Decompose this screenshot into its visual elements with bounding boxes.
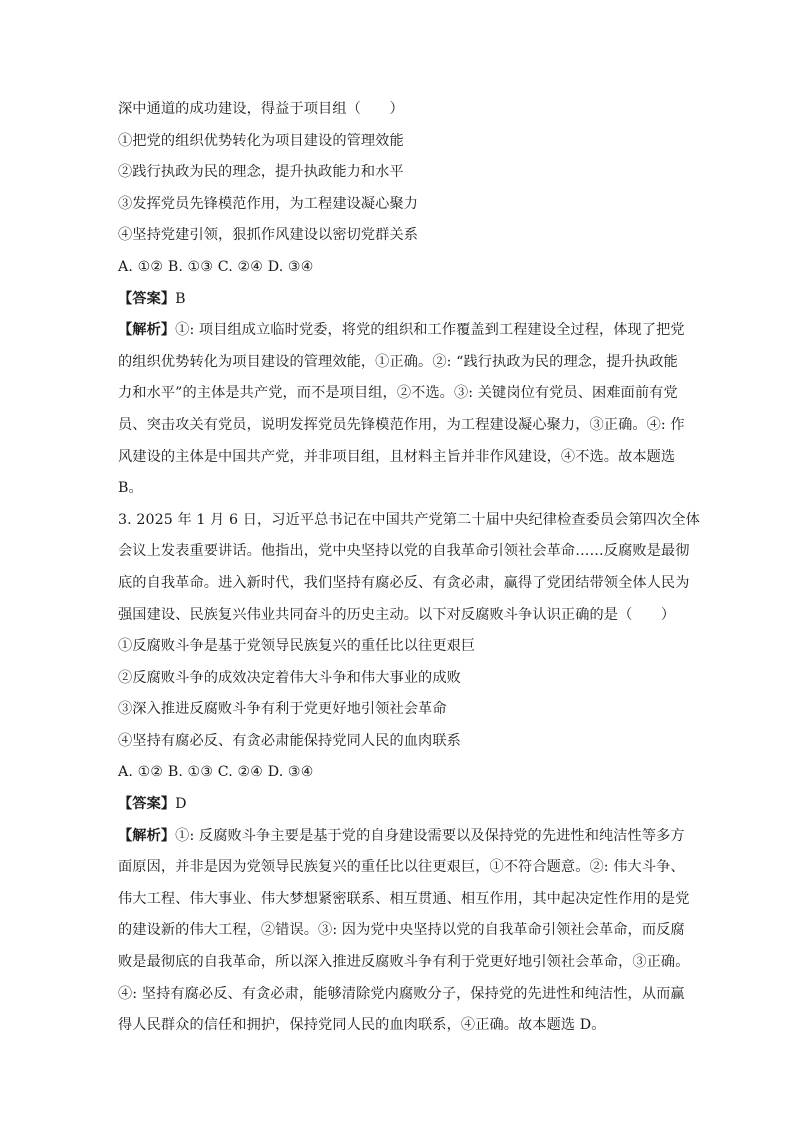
q3-analysis-line-5: 败是最彻底的自我革命，所以深入推进反腐败斗争有利于党更好地引领社会革命，③正确。 [118,954,690,971]
q2-analysis-line-3: 力和水平”的主体是共产党，而不是项目组，②不选。③: 关键岗位有党员、困难面前有党 [118,385,678,402]
q2-analysis-line-5: 风建设的主体是中国共产党，并非项目组，且材料主旨并非作风建设，④不选。故本题选 [118,448,676,465]
q3-analysis-line-6: ④: 坚持有腐必反、有贪必肃，能够清除党内腐败分子，保持党的先进性和纯洁性，从而赢 [118,985,685,1002]
q3-analysis-line-2: 面原因，并非是因为党领导民族复兴的重任比以往更艰巨，①不符合题意。②: 伟大斗争、 [118,859,685,876]
q2-option-1: ①把党的组织优势转化为项目建设的管理效能 [118,132,404,149]
q2-analysis-label: 【解析】 [118,322,176,339]
q3-option-3: ③深入推进反腐败斗争有利于党更好地引领社会革命 [118,701,447,718]
q3-stem-line-4: 强国建设、民族复兴伟业共同奋斗的历史主动。以下对反腐败斗争认识正确的是（ ） [118,606,676,623]
q3-option-2: ②反腐败斗争的成效决定着伟大斗争和伟大事业的成败 [118,669,461,686]
q2-option-2: ②践行执政为民的理念，提升执政能力和水平 [118,164,404,181]
q3-analysis-line-7: 得人民群众的信任和拥护，保持党同人民的血肉联系，④正确。故本题选 D。 [118,1017,606,1034]
q3-analysis-line-1 [118,827,685,844]
q2-analysis-text-1: ①: 项目组成立临时党委，将党的组织和工作覆盖到工程建设全过程，体现了把党 [175,322,685,339]
q3-answer-value: D [175,796,187,813]
q3-analysis-text-1: ①: 反腐败斗争主要是基于党的自身建设需要以及保持党的先进性和纯洁性等多方 [175,827,685,844]
document-page [118,101,700,1049]
q3-answer [118,796,678,812]
q2-analysis-line-1 [118,322,685,339]
q2-option-4: ④坚持党建引领，狠抓作风建设以密切党群关系 [118,227,419,244]
q3-analysis-label: 【解析】 [118,827,176,844]
q3-option-1: ①反腐败斗争是基于党领导民族复兴的重任比以往更艰巨 [118,638,476,655]
q3-stem-line-3: 底的自我革命。进入新时代，我们坚持有腐必反、有贪必肃，赢得了党团结带领全体人民为 [118,574,690,591]
q2-analysis-line-6: B。 [118,480,143,497]
q3-analysis-line-4: 的建设新的伟大工程，②错误。③: 因为党中央坚持以党的自我革命引领社会革命，而反腐 [118,922,685,939]
q2-choices: A. ①② B. ①③ C. ②④ D. ③④ [118,258,314,275]
q3-analysis-line-3: 伟大工程、伟大事业、伟大梦想紧密联系、相互贯通、相互作用，其中起决定性作用的是党 [118,890,690,907]
q2-option-3: ③发挥党员先锋模范作用，为工程建设凝心聚力 [118,195,419,212]
q3-stem-line-2: 会议上发表重要讲话。他指出，党中央坚持以党的自我革命引领社会革命……反腐败是最彻 [118,543,690,560]
q2-analysis-line-2: 的组织优势转化为项目建设的管理效能，①正确。②: “践行执政为民的理念，提升执政能 [118,353,678,370]
q3-option-4: ④坚持有腐必反、有贪必肃能保持党同人民的血肉联系 [118,732,461,749]
q2-stem-tail: 深中通道的成功建设，得益于项目组（ ） [118,101,404,117]
q2-analysis-line-4: 员、突击攻关有党员，说明发挥党员先锋模范作用，为工程建设凝心聚力，③正确。④: 作 [118,416,685,433]
q3-stem-line-1: 3. 2025 年 1 月 6 日，习近平总书记在中国共产党第二十届中央纪律检查委员会第四次全体 [118,511,700,528]
q2-answer-value: B [175,290,186,307]
q2-answer [118,291,678,307]
q3-choices: A. ①② B. ①③ C. ②④ D. ③④ [118,764,314,781]
q2-answer-label: 【答案】 [118,290,176,307]
q3-answer-label: 【答案】 [118,796,176,813]
